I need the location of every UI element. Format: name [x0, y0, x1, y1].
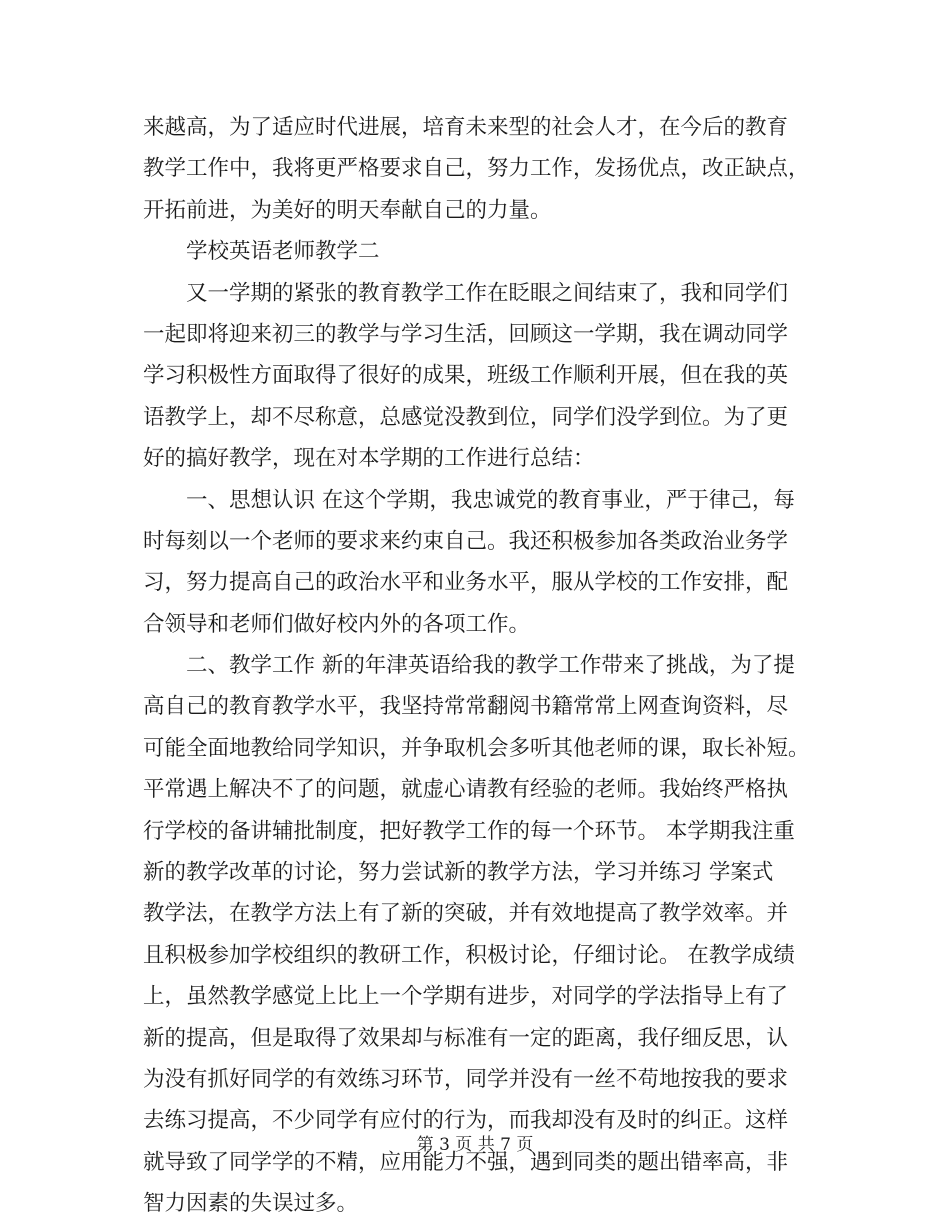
document-body	[143, 107, 808, 1225]
text-line: 可能全面地教给同学知识，并争取机会多听其他老师的课，取长补短。	[143, 735, 810, 761]
text-line: 开拓前进，为美好的明天奉献自己的力量。	[143, 197, 552, 223]
text-line: 又一学期的紧张的教育教学工作在眨眼之间结束了，我和同学们	[143, 280, 789, 306]
text-line: 一、思想认识 在这个学期，我忠诚党的教育事业，严于律己，每	[143, 487, 795, 513]
section-heading: 学校英语老师教学二	[143, 239, 380, 265]
text-line: 二、教学工作 新的年津英语给我的教学工作带来了挑战，为了提	[143, 653, 795, 679]
page-number-label: 第 3 页 共 7 页	[416, 1135, 534, 1155]
text-line: 新的提高，但是取得了效果却与标准有一定的距离，我仔细反思，认	[143, 1025, 789, 1051]
text-line: 行学校的备讲辅批制度，把好教学工作的每一个环节。 本学期我注重	[143, 818, 795, 844]
text-line: 语教学上，却不尽称意，总感觉没教到位，同学们没学到位。为了更	[143, 404, 789, 430]
text-line: 就导致了同学学的不精，应用能力不强，遇到同类的题出错率高，非	[143, 1149, 789, 1175]
text-line: 习，努力提高自己的政治水平和业务水平，服从学校的工作安排，配	[143, 570, 789, 596]
text-line: 平常遇上解决不了的问题，就虚心请教有经验的老师。我始终严格执	[143, 777, 789, 803]
text-line: 学习积极性方面取得了很好的成果，班级工作顺利开展，但在我的英	[143, 363, 789, 389]
text-line: 智力因素的失误过多。	[143, 1191, 359, 1217]
text-line: 为没有抓好同学的有效练习环节，同学并没有一丝不苟地按我的要求	[143, 1066, 789, 1092]
text-line: 好的搞好教学，现在对本学期的工作进行总结：	[143, 446, 595, 472]
text-line: 去练习提高，不少同学有应付的行为，而我却没有及时的纠正。这样	[143, 1108, 789, 1134]
text-line: 合领导和老师们做好校内外的各项工作。	[143, 611, 531, 637]
page-footer	[0, 1130, 950, 1160]
text-line: 教学法，在教学方法上有了新的突破，并有效地提高了教学效率。并	[143, 901, 789, 927]
text-line: 时每刻以一个老师的要求来约束自己。我还积极参加各类政治业务学	[143, 528, 789, 554]
text-line: 新的教学改革的讨论，努力尝试新的教学方法，学习并练习 学案式	[143, 860, 774, 886]
text-line: 一起即将迎来初三的教学与学习生活，回顾这一学期，我在调动同学	[143, 321, 789, 347]
text-line: 高自己的教育教学水平，我坚持常常翻阅书籍常常上网查询资料，尽	[143, 694, 789, 720]
text-line: 来越高，为了适应时代进展，培育未来型的社会人才，在今后的教育	[143, 115, 789, 140]
text-line: 教学工作中，我将更严格要求自己，努力工作，发扬优点，改正缺点，	[143, 156, 810, 182]
text-line: 且积极参加学校组织的教研工作，积极讨论，仔细讨论。 在教学成绩	[143, 942, 795, 968]
text-line: 上，虽然教学感觉上比上一个学期有进步，对同学的学法指导上有了	[143, 984, 789, 1010]
